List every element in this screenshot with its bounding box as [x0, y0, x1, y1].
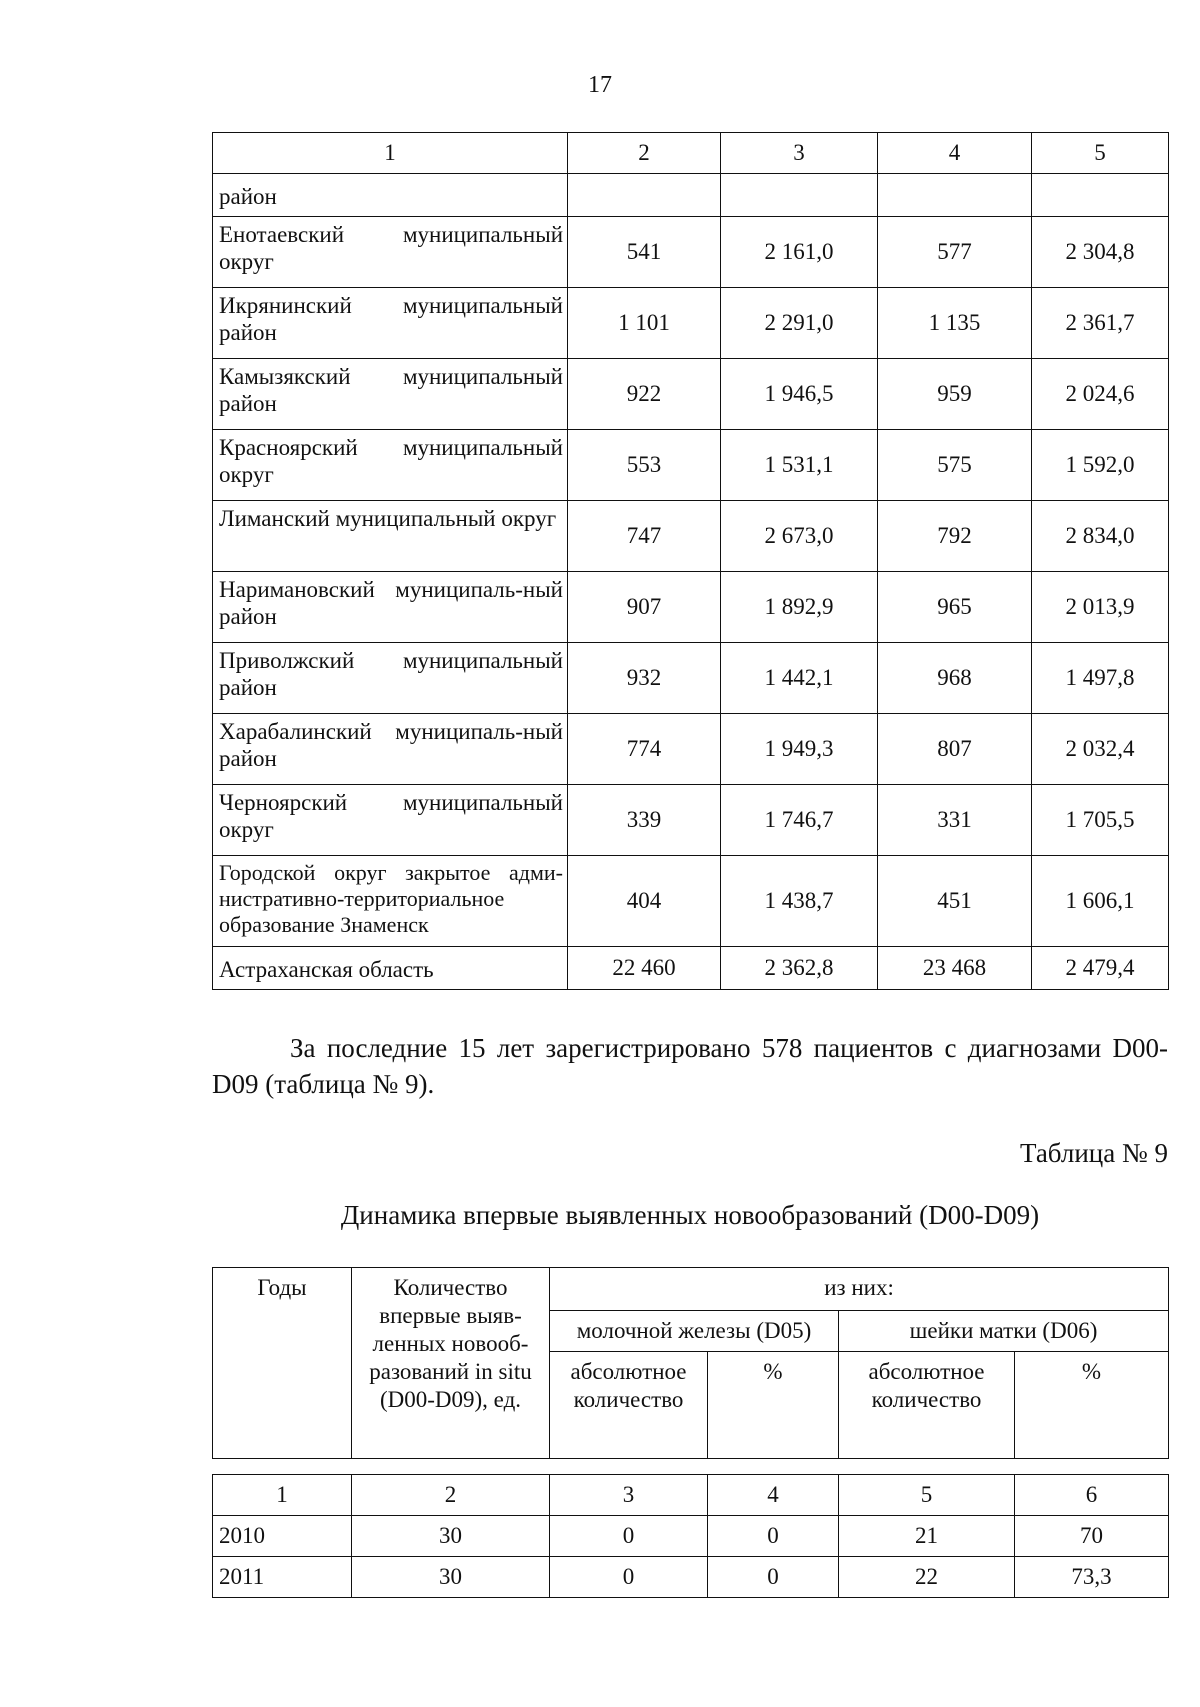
column-number-row [213, 133, 1169, 174]
cell: 0 [550, 1557, 708, 1598]
table-row [213, 501, 1169, 572]
district-name: Черноярский муниципальный округ [213, 785, 568, 856]
cell: 807 [878, 714, 1032, 785]
cell: 747 [568, 501, 721, 572]
table-number-caption: Таблица № 9 [1020, 1138, 1168, 1168]
table-title: Динамика впервые выявленных новообразований (D00-D09) [340, 1200, 1040, 1230]
cell: 0 [708, 1516, 839, 1557]
cell: 1 101 [568, 288, 721, 359]
cell: 1 746,7 [721, 785, 878, 856]
col-number: 5 [1032, 133, 1169, 174]
district-table [212, 132, 1169, 990]
header-cervix: шейки матки (D06) [839, 1311, 1169, 1352]
cell: 2 024,6 [1032, 359, 1169, 430]
cell: 1 946,5 [721, 359, 878, 430]
cell: 553 [568, 430, 721, 501]
header-years: Годы [213, 1268, 352, 1459]
cell: 577 [878, 217, 1032, 288]
header-of-them: из них: [550, 1268, 1169, 1311]
cell: 575 [878, 430, 1032, 501]
cell: 73,3 [1015, 1557, 1169, 1598]
cell: 922 [568, 359, 721, 430]
cell: 932 [568, 643, 721, 714]
body-paragraph: За последние 15 лет зарегистрировано 578 пациентов с диагнозами D00-D09 (таблица № 9). [212, 1033, 1168, 1099]
cell: 70 [1015, 1516, 1169, 1557]
cell: 1 705,5 [1032, 785, 1169, 856]
table-row [213, 288, 1169, 359]
header-absolute-1: абсолютное количество [550, 1352, 708, 1459]
cell: 2 361,7 [1032, 288, 1169, 359]
cell: 541 [568, 217, 721, 288]
cell: 23 468 [878, 947, 1032, 990]
table-row [213, 359, 1169, 430]
table-row [213, 430, 1169, 501]
col-number: 1 [213, 133, 568, 174]
district-name: Приволжский муниципальный район [213, 643, 568, 714]
col-number: 2 [568, 133, 721, 174]
col-number: 6 [1015, 1475, 1169, 1516]
cell: 2 161,0 [721, 217, 878, 288]
cell: 0 [550, 1516, 708, 1557]
header-absolute-2: абсолютное количество [839, 1352, 1015, 1459]
cell: 0 [708, 1557, 839, 1598]
cell: 1 892,9 [721, 572, 878, 643]
table-row [213, 217, 1169, 288]
district-name: Лиманский муниципальный округ [213, 501, 568, 572]
cell: 774 [568, 714, 721, 785]
col-number: 5 [839, 1475, 1015, 1516]
col-number: 4 [708, 1475, 839, 1516]
district-name: Камызякский муниципальный район [213, 359, 568, 430]
cell: 2 032,4 [1032, 714, 1169, 785]
cell: 1 592,0 [1032, 430, 1169, 501]
cell: 2 479,4 [1032, 947, 1169, 990]
cell: 1 438,7 [721, 856, 878, 947]
district-name: Икрянинский муниципальный район [213, 288, 568, 359]
cell: 2 673,0 [721, 501, 878, 572]
cell: 1 442,1 [721, 643, 878, 714]
header-count: Количество впервые выяв-ленных новооб-разований in situ (D00-D09), ед. [352, 1268, 550, 1459]
cell: 451 [878, 856, 1032, 947]
cell: 959 [878, 359, 1032, 430]
cell: 1 531,1 [721, 430, 878, 501]
cell: 792 [878, 501, 1032, 572]
column-number-row [213, 1475, 1169, 1516]
col-number: 2 [352, 1475, 550, 1516]
cell: 2 834,0 [1032, 501, 1169, 572]
cell: 22 [839, 1557, 1015, 1598]
page-number: 17 [588, 72, 612, 98]
col-number: 3 [721, 133, 878, 174]
table-row [213, 1557, 1169, 1598]
neoplasm-header-table [212, 1267, 1169, 1459]
district-name: район [213, 174, 568, 217]
table-row [213, 174, 1169, 217]
district-name: Енотаевский муниципальный округ [213, 217, 568, 288]
district-name: Харабалинский муниципаль-ный район [213, 714, 568, 785]
district-name: Городской округ закрытое адми-нистративно-территориальное образование Знаменск [213, 856, 568, 947]
cell: 1 135 [878, 288, 1032, 359]
cell: 2 304,8 [1032, 217, 1169, 288]
cell: 21 [839, 1516, 1015, 1557]
table-row [213, 572, 1169, 643]
cell: 1 497,8 [1032, 643, 1169, 714]
total-row [213, 947, 1169, 990]
table-row [213, 714, 1169, 785]
year-cell: 2011 [213, 1557, 352, 1598]
table-row [213, 643, 1169, 714]
cell: 2 362,8 [721, 947, 878, 990]
cell: 965 [878, 572, 1032, 643]
col-number: 3 [550, 1475, 708, 1516]
neoplasm-data-table [212, 1474, 1169, 1598]
cell: 1 606,1 [1032, 856, 1169, 947]
col-number: 1 [213, 1475, 352, 1516]
col-number: 4 [878, 133, 1032, 174]
total-label: Астраханская область [213, 947, 568, 990]
table-row [213, 856, 1169, 947]
cell: 22 460 [568, 947, 721, 990]
cell: 1 949,3 [721, 714, 878, 785]
header-percent-1: % [708, 1352, 839, 1459]
cell: 30 [352, 1557, 550, 1598]
cell: 2 013,9 [1032, 572, 1169, 643]
district-name: Наримановский муниципаль-ный район [213, 572, 568, 643]
cell: 404 [568, 856, 721, 947]
cell: 339 [568, 785, 721, 856]
cell: 968 [878, 643, 1032, 714]
cell: 30 [352, 1516, 550, 1557]
header-breast: молочной железы (D05) [550, 1311, 839, 1352]
header-percent-2: % [1015, 1352, 1169, 1459]
year-cell: 2010 [213, 1516, 352, 1557]
table-row [213, 1516, 1169, 1557]
cell: 907 [568, 572, 721, 643]
cell: 2 291,0 [721, 288, 878, 359]
table-row [213, 785, 1169, 856]
cell: 331 [878, 785, 1032, 856]
district-name: Красноярский муниципальный округ [213, 430, 568, 501]
